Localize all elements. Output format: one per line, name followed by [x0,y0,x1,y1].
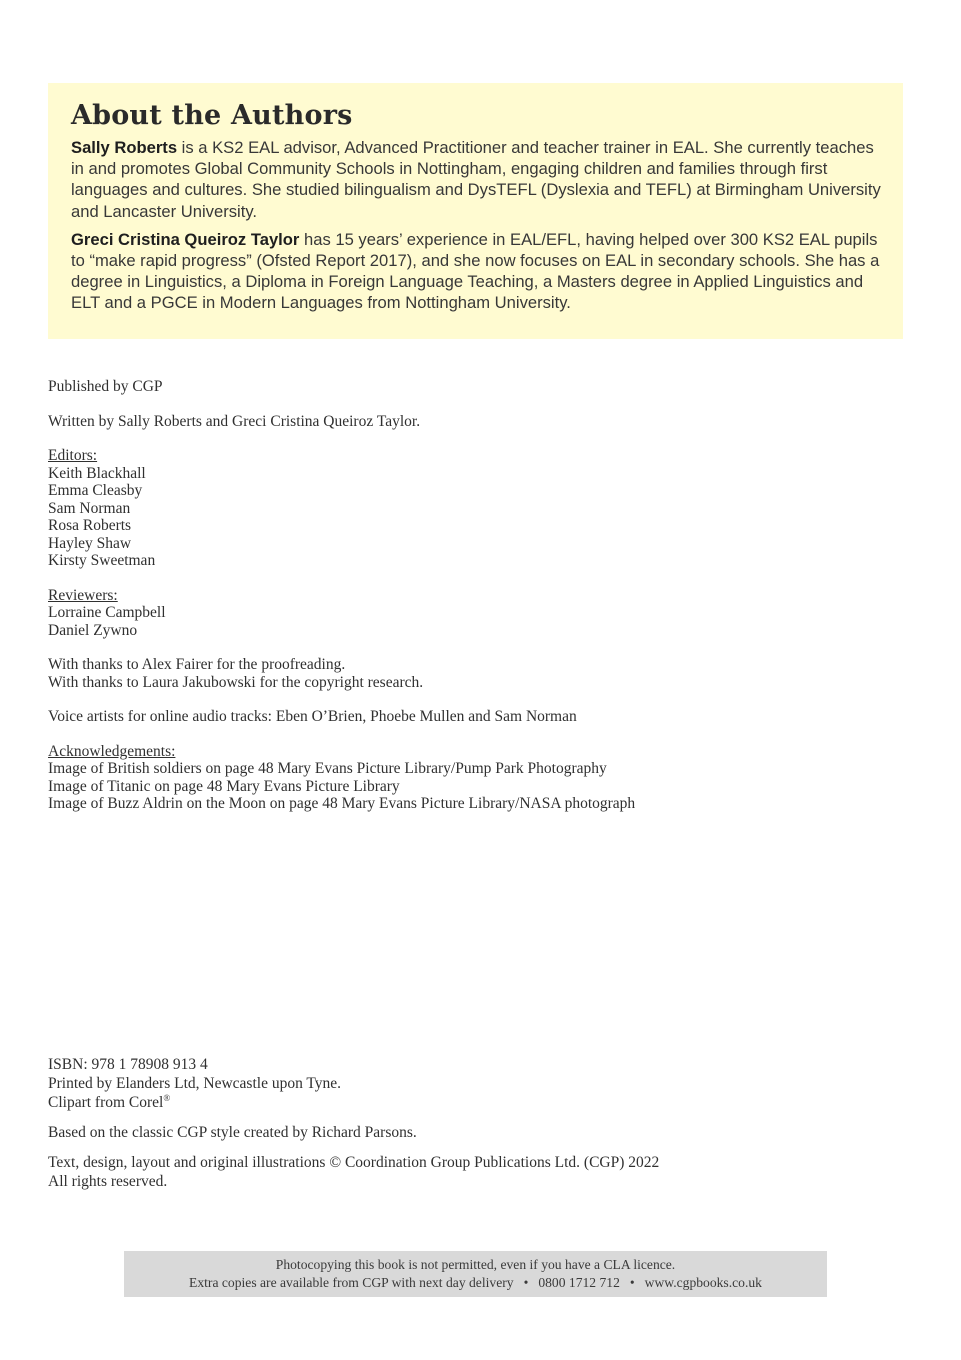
rights-reserved: All rights reserved. [48,1173,168,1190]
editors-list [48,447,908,570]
bullet-separator: • [523,1275,529,1290]
voice-artists: Voice artists for online audio tracks: Eben O’Brien, Phoebe Mullen and Sam Norman [48,708,577,725]
author-bio-text: has 15 years’ experience in EAL/EFL, having helped over 300 KS2 EAL pupils to “make rapid progress” (Ofsted Report 2017), and she now focuses on EAL in secondary schools. She has a degree in Linguistics, a Diploma in Foreign Language Teaching, a Masters degree in Applied Linguistics and ELT and a PGCE in Modern Languages from Nottingham University. [71,229,880,313]
editor-name: Sam Norman [48,499,131,517]
copyright-notice: Text, design, layout and original illustrations © Coordination Group Publications Ltd. (CGP) 2022 [48,1154,660,1171]
about-authors-box [48,83,903,339]
acknowledgements-list [48,743,908,813]
reviewers-heading: Reviewers: [48,586,118,604]
bullet-separator: • [629,1275,635,1290]
thanks-block [48,656,908,691]
isbn: ISBN: 978 1 78908 913 4 [48,1056,208,1073]
clipart-text: Clipart from Corel [48,1094,164,1111]
photocopy-footer [124,1251,827,1297]
acknowledgement-line: Image of British soldiers on page 48 Mary Evans Picture Library/Pump Park Photography [48,760,607,777]
footer-line-2 [124,1274,827,1292]
reviewer-name: Daniel Zywno [48,621,138,639]
editor-name: Hayley Shaw [48,534,132,552]
thanks-line: With thanks to Laura Jakubowski for the copyright research. [48,673,424,691]
acknowledgements-heading: Acknowledgements: [48,742,176,760]
reviewers-list [48,587,908,640]
published-by: Published by CGP [48,378,163,395]
author-bio-greci [71,229,881,314]
thanks-line: With thanks to Alex Fairer for the proofreading. [48,656,346,673]
author-name: Greci Cristina Queiroz Taylor [71,229,300,249]
footer-phone: 0800 1712 712 [538,1275,620,1290]
editor-name: Keith Blackhall [48,464,146,482]
author-bio-text: is a KS2 EAL advisor, Advanced Practitioner and teacher trainer in EAL. She currently teaches in and promotes Global Community Schools in Nottingham, engaging children and families through first languages and cultures. She studied bilingualism and DysTEFL (Dyslexia and TEFL) at Birmingham University and Lancaster University. [71,138,881,221]
editor-name: Emma Cleasby [48,482,143,499]
editors-heading: Editors: [48,447,98,464]
clipart-credit [48,1093,908,1112]
registered-mark: ® [163,1092,171,1103]
editor-name: Kirsty Sweetman [48,552,156,569]
acknowledgement-line: Image of Titanic on page 48 Mary Evans Picture Library [48,777,400,795]
style-credit: Based on the classic CGP style created by Richard Parsons. [48,1124,417,1141]
editor-name: Rosa Roberts [48,517,132,534]
author-name: Sally Roberts [71,138,178,157]
footer-website[interactable]: www.cgpbooks.co.uk [644,1275,762,1290]
footer-delivery-text: Extra copies are available from CGP with next day delivery [189,1275,514,1290]
publication-info [48,1055,908,1202]
author-bio-sally [71,137,881,222]
printed-by: Printed by Elanders Ltd, Newcastle upon Tyne. [48,1075,342,1092]
footer-line-1: Photocopying this book is not permitted, even if you have a CLA licence. [275,1257,676,1272]
reviewer-name: Lorraine Campbell [48,604,166,621]
credits-section [48,378,908,830]
acknowledgement-line: Image of Buzz Aldrin on the Moon on page 48 Mary Evans Picture Library/NASA photograph [48,795,636,812]
about-authors-heading: About the Authors [71,100,353,131]
written-by: Written by Sally Roberts and Greci Cristina Queiroz Taylor. [48,412,421,430]
